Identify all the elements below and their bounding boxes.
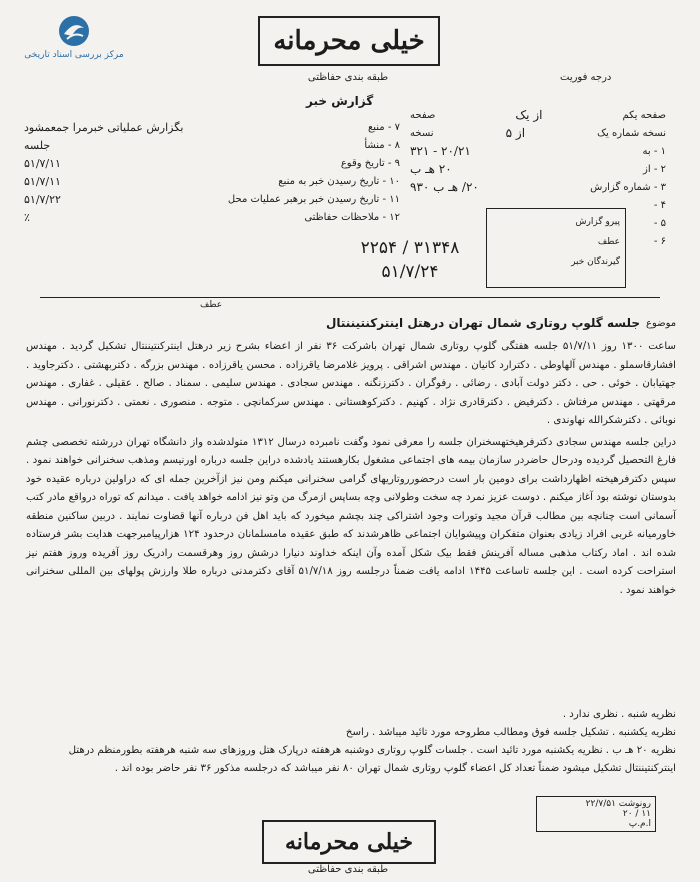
meta-row: ۱ - به ۲۰/۲۱ - ۳۲۱ [410, 144, 666, 158]
meta-row: نسخه شماره یک از ۵ نسخه [410, 126, 666, 140]
report-title: گزارش خبر [306, 94, 374, 108]
meta-left [24, 118, 400, 226]
top-secret-stamp: خیلی محرمانه [258, 16, 440, 66]
meta-row: ۲ - از ۲۰ هـ ب [410, 162, 666, 176]
meta-row: ۱۱ - تاریخ رسیدن خبر برهبر عملیات محل ۵۱/۷/۲۲ [24, 192, 400, 206]
copy-stamp [536, 796, 656, 832]
meta-row: صفحه یکم از یک صفحه [410, 108, 666, 122]
body-paragraph: دراین جلسه مهندس سجادی دکترفرهیختهسخنران جلسه را معرفی نمود وگفت نامبرده درسال ۱۳۱۲ متولدشده واز دانشگاه تهران دررشته تخصصی چشم فارغ التحصیل گردیده ودرحال حاضردر سازمان بیمه های اجتماعی مشغول بکارهستند یادشده دراین جلسه درباره اورنیسم ومذهب سخنرانی خواهند نمود . سپس دکترفرهیخته اظهارداشت برای دومین بار است درحضورروتاریهای گرامی سخنرانی میکنم ومن نیز ازآخرین جمله ای که دراولین درباره عقیده خود بدوستان نوشته بود آغاز میکنم . دوست عزیز نمرد چه سخت وطولانی وچه بساپس ازمرگ من وتو نیز ادامه خواهد یافت . میدانم که توراه درواقع مادر کتب آسمانی است چنانچه بین مطالب قرآن مجید وتورات وجود اشتراکی چند بچشم میخورد که باید اهل فن درباره آنها قضاوت نمایند . دربین ساکنین منطقه خاورمیانه غربی افراد زیادی بعنوان متفکران وپیشوایان اجتماعی ظاهرشدند که طبق عقیده مامسلمانان درحدود ۱۲۴ هزارپیامبرجهت هدایت بشر فرستاده شده اند . اماد رکتاب مذهبی مساله آفرینش فقط بیک شکل آمده وآن اینکه خداوند دنیارا درشش روز وهرقسمت رادریک روز آفریده وروز هفتم نیز استراحت کرده است . این جلسه تاساعت ۱۴۴۵ ادامه یافت ضمناً درجلسه روز ۵۱/۷/۱۸ آقای دکترمدنی درباره طلا وارزش پولهای بین المللی سخنرانی خواهند نمود . [26, 436, 677, 596]
meta-row: ۷ - منبع بگزارش عملیاتی خبرمرا جمعمشود [24, 120, 400, 134]
copy-stamp-line: ۱۱ / ۲۰ [622, 809, 651, 819]
subject: جلسه گلوپ روتاری شمال تهران درهتل اینترکنتیننتال [325, 316, 640, 330]
meta-row: ۴ - [653, 199, 666, 211]
note-line: نظریه یکشنبه . تشکیل جلسه فوق ومطالب مطروحه مورد تائید میباشد . راسخ [345, 727, 676, 738]
top-secret-stamp-bottom: خیلی محرمانه [262, 820, 436, 864]
recipient-box-line: عطف [597, 237, 620, 247]
handwritten-reference [340, 236, 480, 284]
meta-row: ۹ - تاریخ وقوع ۵۱/۷/۱۱ [24, 156, 400, 170]
meta-row: ۶ - [653, 235, 666, 247]
copy-stamp-line: رونوشت ۲۲/۷/۵۱ [585, 799, 651, 809]
meta-row: ۸ - منشأ جلسه [24, 138, 400, 152]
note-line: نظریه شنبه . نظری ندارد . [562, 709, 676, 720]
handwritten-line: ۵۱/۷/۲۴ [381, 262, 439, 282]
classification-caption-bottom: طبقه بندی حفاظتی [307, 864, 389, 875]
archive-emblem-icon [57, 14, 91, 48]
meta-row: ۱۰ - تاریخ رسیدن خبر به منبع ۵۱/۷/۱۱ [24, 174, 400, 188]
note-line: نظریه ۲۰ هـ ب . نظریه یکشنبه مورد تائید است . جلسات گلوپ روتاری دوشنبه هرهفته درپارک هتل وروزهای سه شنبه هرهفته بطورمنظم درهتل اینترکنتیننتال تشکیل میشود ضمناً تعداد کل اعضاء گلوپ روتاری شمال تهران ۸۰ نفر میباشد که درجلسه مذکور ۳۶ نفر حاضر بوده اند . [68, 745, 676, 774]
copy-stamp-line: ا.م.پ [628, 819, 651, 829]
meta-row: ۱۲ - ملاحظات حفاظتی ٪ [24, 210, 400, 224]
logo-text: مرکز بررسی اسناد تاریخی [24, 50, 124, 60]
classification-caption-top: طبقه بندی حفاظتی [307, 72, 389, 83]
urgency-label: درجه فوریت [560, 72, 612, 83]
recipient-box-line: گیرندگان خبر [571, 257, 620, 267]
handwritten-line: ۳۱۳۴۸ / ۲۲۵۴ [360, 238, 460, 258]
atf-label: عطف [200, 300, 223, 310]
recipient-box [486, 208, 626, 288]
subject-label: موضوع [646, 318, 677, 329]
notes [26, 706, 676, 778]
meta-row: ۵ - [653, 217, 666, 229]
body-paragraph: ساعت ۱۳۰۰ روز ۵۱/۷/۱۱ جلسه هفتگی گلوپ روتاری شمال تهران باشرکت ۳۶ نفر از اعضاء بشرح زیر درهتل اینترکنتیننتال تشکیل گردید . مهندس افشارقاسملو . مهندس آلهاوطی . دکترارد کانیان . مهندس اشراقی . پرویز غلامرضا یاقرزاده . محسن یاقرزاده . مهندس بزرگه . دکتربهشتی . دکترجاوید . جهتیابان . خوئی . حی . دکتر دولت آبادی . رضائی . رفوگران . دکترزنگنه . مهندس سجادی . مهندس سلیمی . سمناد . صالح . عقیلی . غفاری . مهندس مرقهتی . مهندس مرفتاش . دکترفیض . دکترقادری نژاد . کهنیم . دکترکوهستانی . مهندس سرکمانچی . متوجه . منصوری . نعمتی . دکترنورانی . مهندس نوبائی . دکترشکرالله نهاوندی . [26, 341, 676, 426]
divider [40, 297, 660, 298]
report-body [26, 338, 676, 603]
archive-logo [14, 14, 134, 70]
recipient-box-line: پیرو گزارش [575, 217, 620, 227]
meta-row: ۳ - شماره گزارش ۲۰/ هـ ب ۹۳۰ [410, 180, 666, 194]
